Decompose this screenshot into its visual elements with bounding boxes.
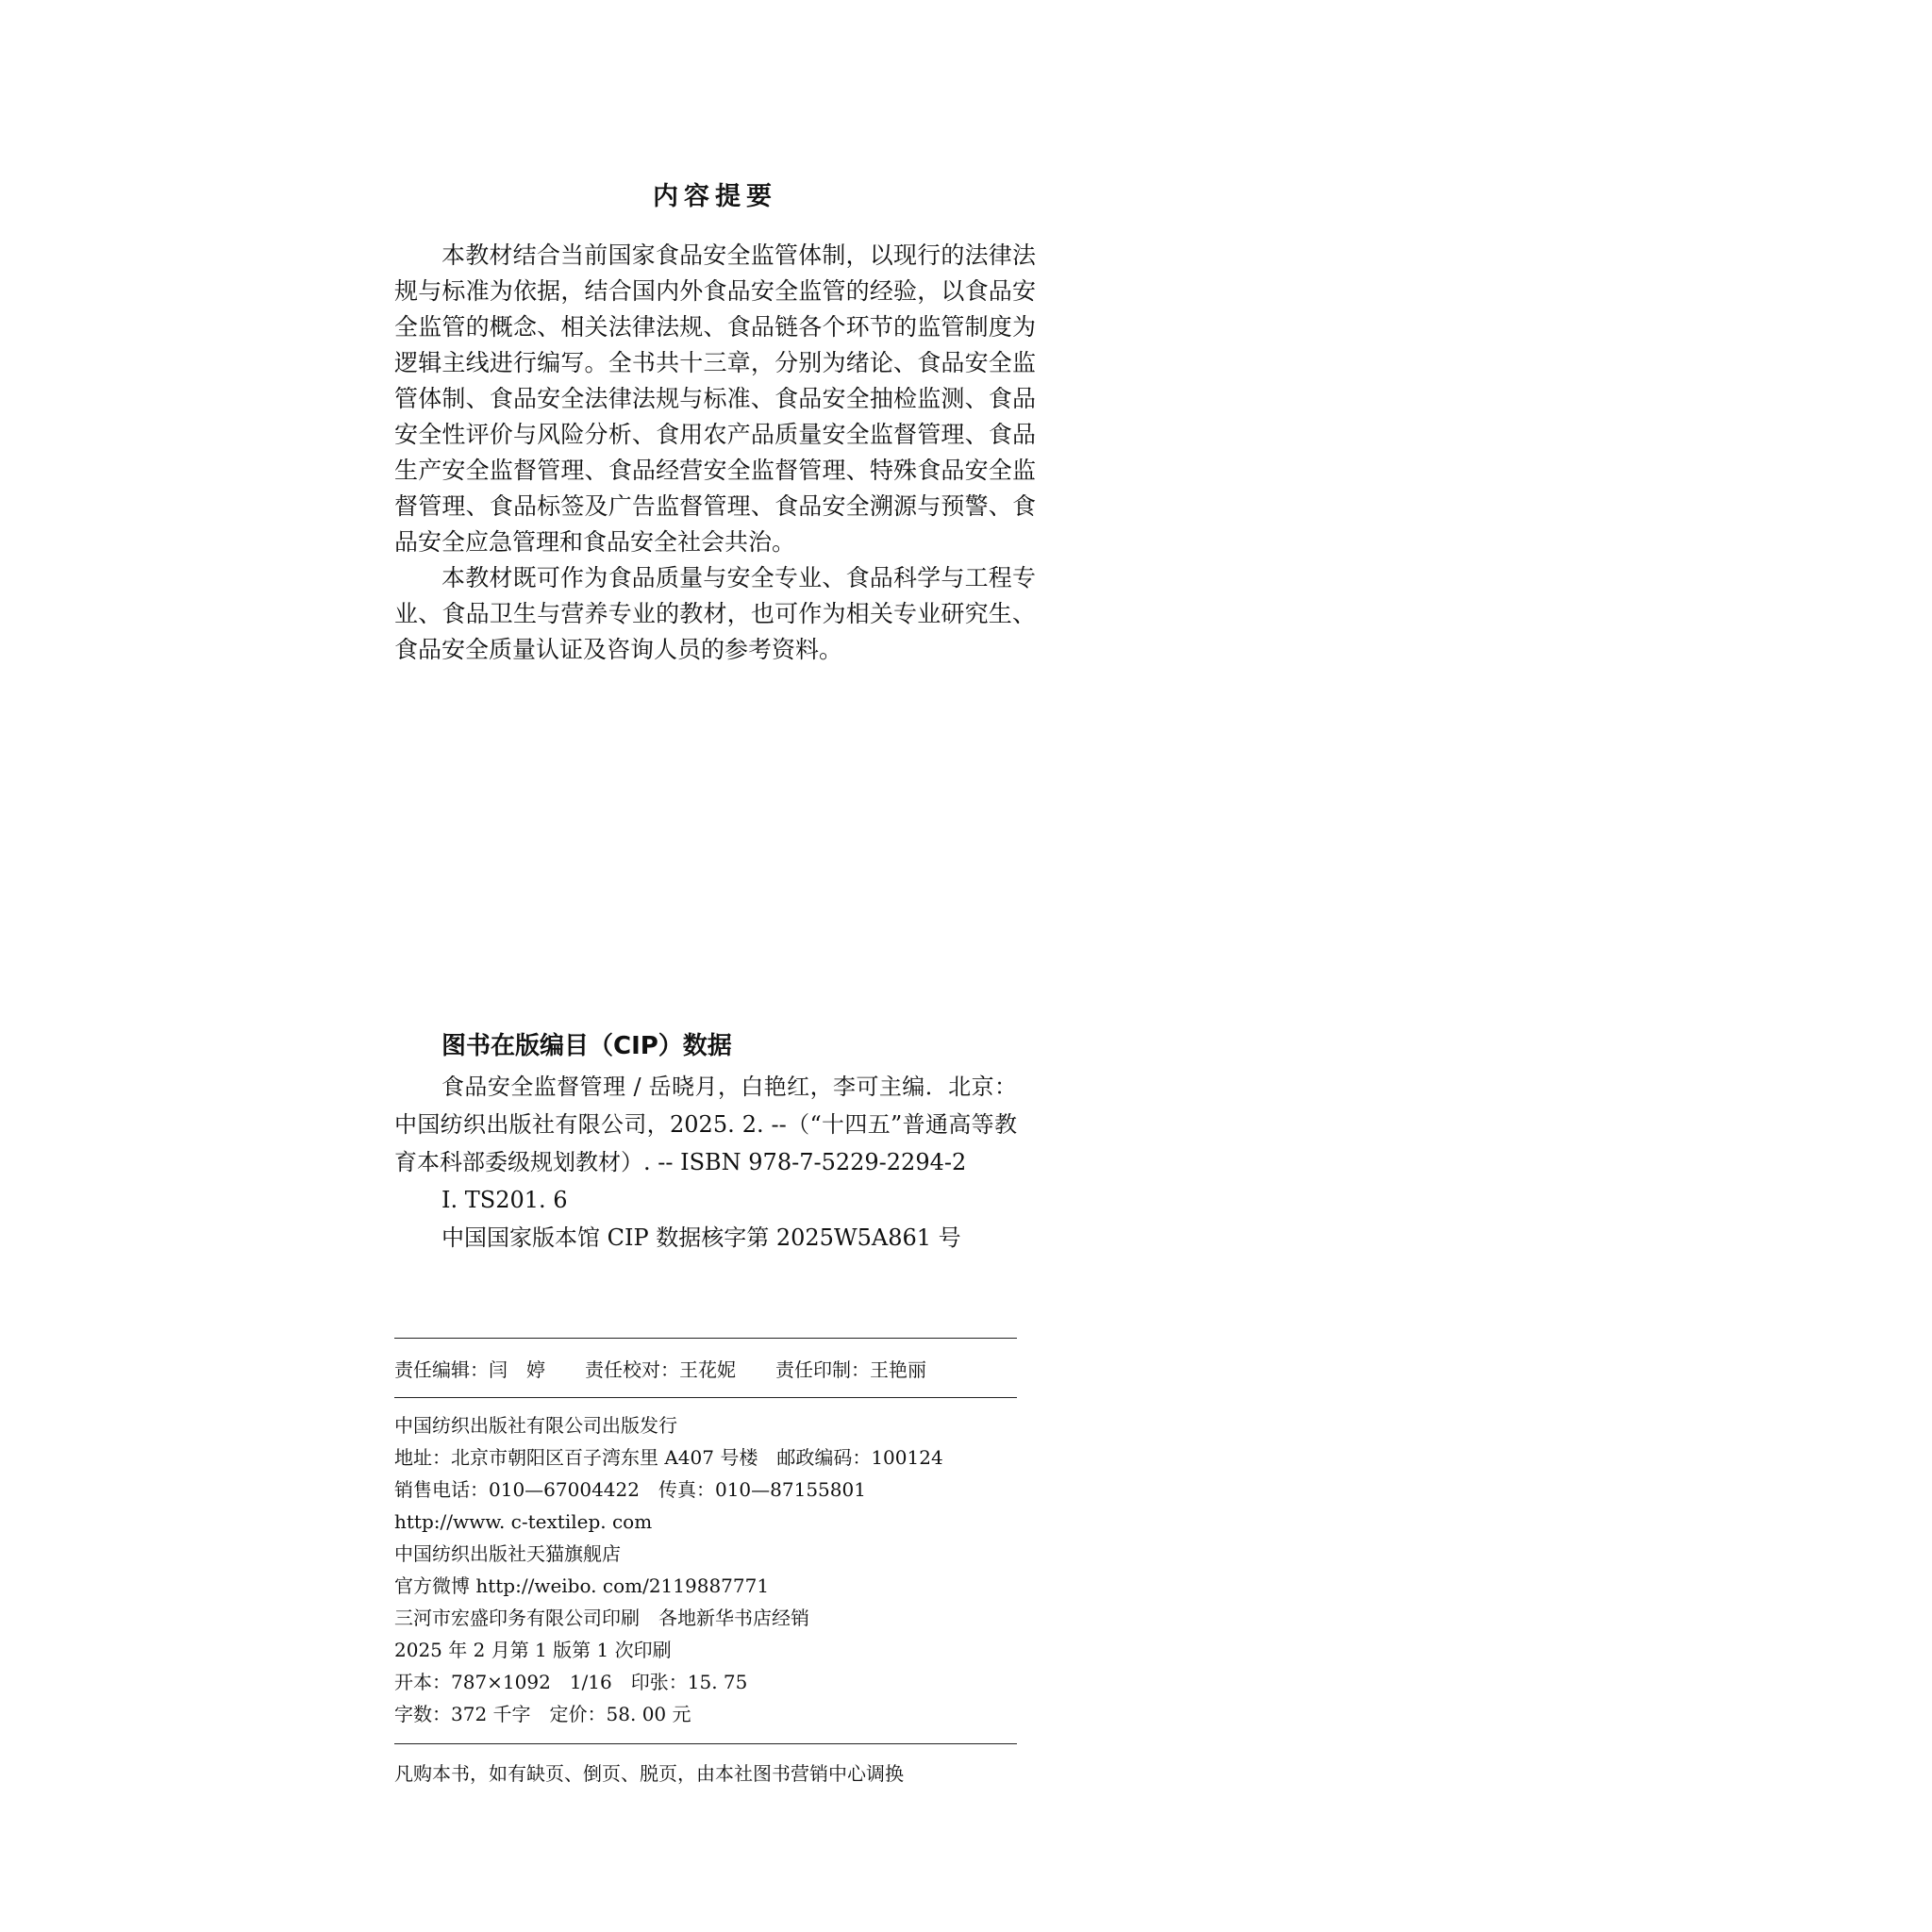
colophon (394, 1338, 1017, 1803)
abstract-paragraph: 本教材结合当前国家食品安全监管体制，以现行的法律法规与标准为依据，结合国内外食品安全监管的经验，以食品安全监管的概念、相关法律法规、食品链各个环节的监管制度为逻辑主线进行编写。全书共十三章，分别为绪论、食品安全监管体制、食品安全法律法规与标准、食品安全抽检监测、食品安全性评价与风险分析、食用农产品质量安全监督管理、食品生产安全监督管理、食品经营安全监督管理、特殊食品安全监督管理、食品标签及广告监督管理、食品安全溯源与预警、食品安全应急管理和食品安全社会共治。 (394, 242, 1036, 556)
publisher-line: 中国纺织出版社有限公司出版发行 (394, 1414, 677, 1437)
editors-row (394, 1339, 1017, 1397)
cip-verification: 中国国家版本馆 CIP 数据核字第 2025W5A861 号 (441, 1224, 961, 1251)
responsible-editor: 责任编辑：闫 婷 (394, 1357, 545, 1381)
responsible-proofreader: 责任校对：王花妮 (585, 1357, 736, 1381)
return-notice: 凡购本书，如有缺页、倒页、脱页，由本社图书营销中心调换 (394, 1762, 904, 1785)
publisher-info (394, 1398, 1017, 1743)
cip-classification: Ⅰ. TS201. 6 (441, 1187, 568, 1213)
abstract-body (394, 238, 1036, 668)
edition-line: 2025 年 2 月第 1 版第 1 次印刷 (394, 1639, 672, 1661)
abstract-title: 内容提要 (653, 182, 777, 211)
responsible-printing: 责任印制：王艳丽 (775, 1357, 926, 1381)
address-line: 地址：北京市朝阳区百子湾东里 A407 号楼 邮政编码：100124 (394, 1446, 943, 1469)
website-line: http://www. c-textilep. com (394, 1510, 653, 1533)
cip-heading: 图书在版编目（CIP）数据 (441, 1032, 732, 1060)
abstract-paragraph: 本教材既可作为食品质量与安全专业、食品科学与工程专业、食品卫生与营养专业的教材，也可作为相关专业研究生、食品安全质量认证及咨询人员的参考资料。 (394, 564, 1036, 663)
weibo-line: 官方微博 http://weibo. com/2119887771 (394, 1574, 770, 1597)
cip-block (394, 1024, 1017, 1257)
price-line: 字数：372 千字 定价：58. 00 元 (394, 1703, 691, 1725)
cip-description: 食品安全监督管理 / 岳晓月，白艳红，李可主编．北京：中国纺织出版社有限公司，2025. 2. --（“十四五”普通高等教育本科部委级规划教材）. -- ISBN 978-7-5229-2294-2 (394, 1074, 1017, 1175)
printer-line: 三河市宏盛印务有限公司印刷 各地新华书店经销 (394, 1607, 809, 1629)
phone-line: 销售电话：010—67004422 传真：010—87155801 (394, 1478, 866, 1501)
format-line: 开本：787×1092 1/16 印张：15. 75 (394, 1671, 748, 1693)
store-line: 中国纺织出版社天猫旗舰店 (394, 1542, 621, 1565)
